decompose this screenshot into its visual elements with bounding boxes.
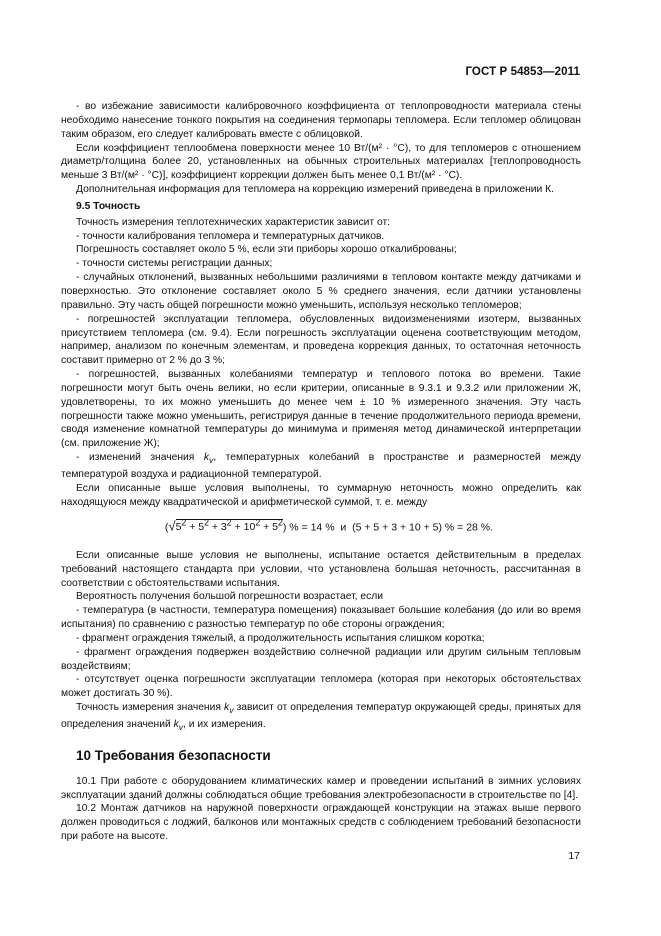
paragraph: - погрешностей эксплуатации тепломера, обусловленных видоизменениями изотерм, вызванных присутствием тепломера (см. 9.4). Если погрешность эксплуатации оценена соответствующим методом, например, анализом по конечным элементам, и проведена коррекция данных, то остаточная неточность составит примерно от 2 % до 3 %; bbox=[61, 313, 581, 367]
sqrt-symbol: √ bbox=[168, 518, 176, 534]
paragraph: - во избежание зависимости калибровочного коэффициента от теплопроводности материала стены необходимо нанесение тонкого покрытия на соединения термопары тепломера. Если тепломер облицован таким образом, его следует калибровать вместе с облицовкой. bbox=[61, 101, 581, 140]
uncertainty-formula: $(√5^2 + 5^2 + 3^2 + 10^2 + 5^2)$ % = 14 % и (5 + 5 + 3 + 10 + 5) % = 28 %. bbox=[164, 517, 494, 534]
paragraph: - температура (в частности, температура помещения) показывает большие колебания (до или во время испытания) по сравнению с разностью температур по обе стороны ограждения; bbox=[61, 605, 581, 631]
paragraph: - фрагмент ограждения подвержен воздействию солнечной радиации или другим сильным тепловым воздействиям; bbox=[61, 646, 581, 672]
section-heading-10: 10 Требования безопасности bbox=[76, 747, 271, 763]
paragraph: - отсутствует оценка погрешности эксплуатации тепломера (которая при некоторых обстоятельствах может достигать 30 %). bbox=[61, 674, 581, 700]
page-number: 17 bbox=[568, 850, 580, 862]
paragraph-kv-variations: - изменений значения $k_v$, температурных колебаний в пространстве и размерностей между температурой воздуха и радиационной температурой. bbox=[61, 452, 581, 480]
formula-radicand: $5^2 + 5^2 + 3^2 + 10^2 + 5^2$ bbox=[175, 517, 283, 534]
paragraph: 10.1 При работе с оборудованием климатических камер и проведении испытаний в зимних условиях эксплуатации зданий должны соблюдаться общие требования электробезопасности в строительстве по [4]. bbox=[61, 775, 581, 801]
paragraph: - фрагмент ограждения тяжелый, а продолжительность испытания слишком коротка; bbox=[76, 632, 485, 644]
section-heading-9-5: 9.5 Точность bbox=[76, 200, 141, 212]
paragraph: Точность измерения теплотехнических характеристик зависит от: bbox=[76, 216, 391, 228]
page-content bbox=[61, 100, 581, 844]
paragraph: Если описанные выше условия не выполнены, испытание остается действительным в пределах требований настоящего стандарта при условии, что установлена большая неточность, рассчитанная в соответствии с обстоятельствами испытания. bbox=[61, 549, 581, 589]
paragraph: Вероятность получения большой погрешности возрастает, если bbox=[76, 591, 384, 603]
paragraph: Если коэффициент теплообмена поверхности менее 10 Вт/(м² · °C), то для тепломеров с отношением диаметр/толщина более 20, установленных на обычных строительных материалах [теплопроводность меньше 3 Вт/(м² · °C)], коэффициент коррекции должен быть менее 0,1 Вт/(м² · °C). bbox=[61, 142, 581, 182]
paragraph: - случайных отклонений, вызванных небольшими различиями в тепловом контакте между датчиками и поверхностью. Это отклонение составляет около 5 % среднего значения, если датчики установлены правильно. Эту часть общей погрешности можно уменьшить, используя несколько тепломеров; bbox=[61, 272, 581, 311]
paragraph: Погрешность составляет около 5 %, если эти приборы хорошо откалиброваны; bbox=[76, 244, 457, 256]
paragraph-accuracy: Точность измерения значения $k_v$ зависит от определения температур окружающей среды, принятых для определения значений $k_v$, и их измерения. bbox=[61, 702, 581, 733]
paragraph: Если описанные выше условия выполнены, то суммарную неточность можно определить как находящуюся между квадратической и арифметической суммой, т. е. между bbox=[61, 482, 581, 508]
paragraph: - точности калибрования тепломера и температурных датчиков. bbox=[76, 230, 385, 242]
paragraph: - точности системы регистрации данных; bbox=[76, 258, 273, 270]
paragraph: 10.2 Монтаж датчиков на наружной поверхности ограждающей конструкции на этажах выше первого должен проводиться с лоджий, балконов или монтажных средств с соблюдением требований безопасности при работе на высоте. bbox=[61, 803, 581, 843]
document-header: ГОСТ Р 54853—2011 bbox=[465, 66, 580, 78]
paragraph: Дополнительная информация для тепломера на коррекцию измерений приведена в приложении К. bbox=[76, 184, 555, 196]
paragraph: - погрешностей, вызванных колебаниями температур и теплового потока во времени. Такие погрешности могут быть очень велики, но если критерии, описанные в 9.3.1 и 9.3.2 или приложении Ж, удовлетворены, то их можно уменьшить до менее чем ± 10 % измеренного значения. Эту часть погрешности также можно уменьшить, регистрируя данные в течение продолжительного периода времени, сводя изменение комнатной температуры до минимума и применяя метод динамической интерпретации (см. приложение Ж); bbox=[61, 369, 581, 450]
